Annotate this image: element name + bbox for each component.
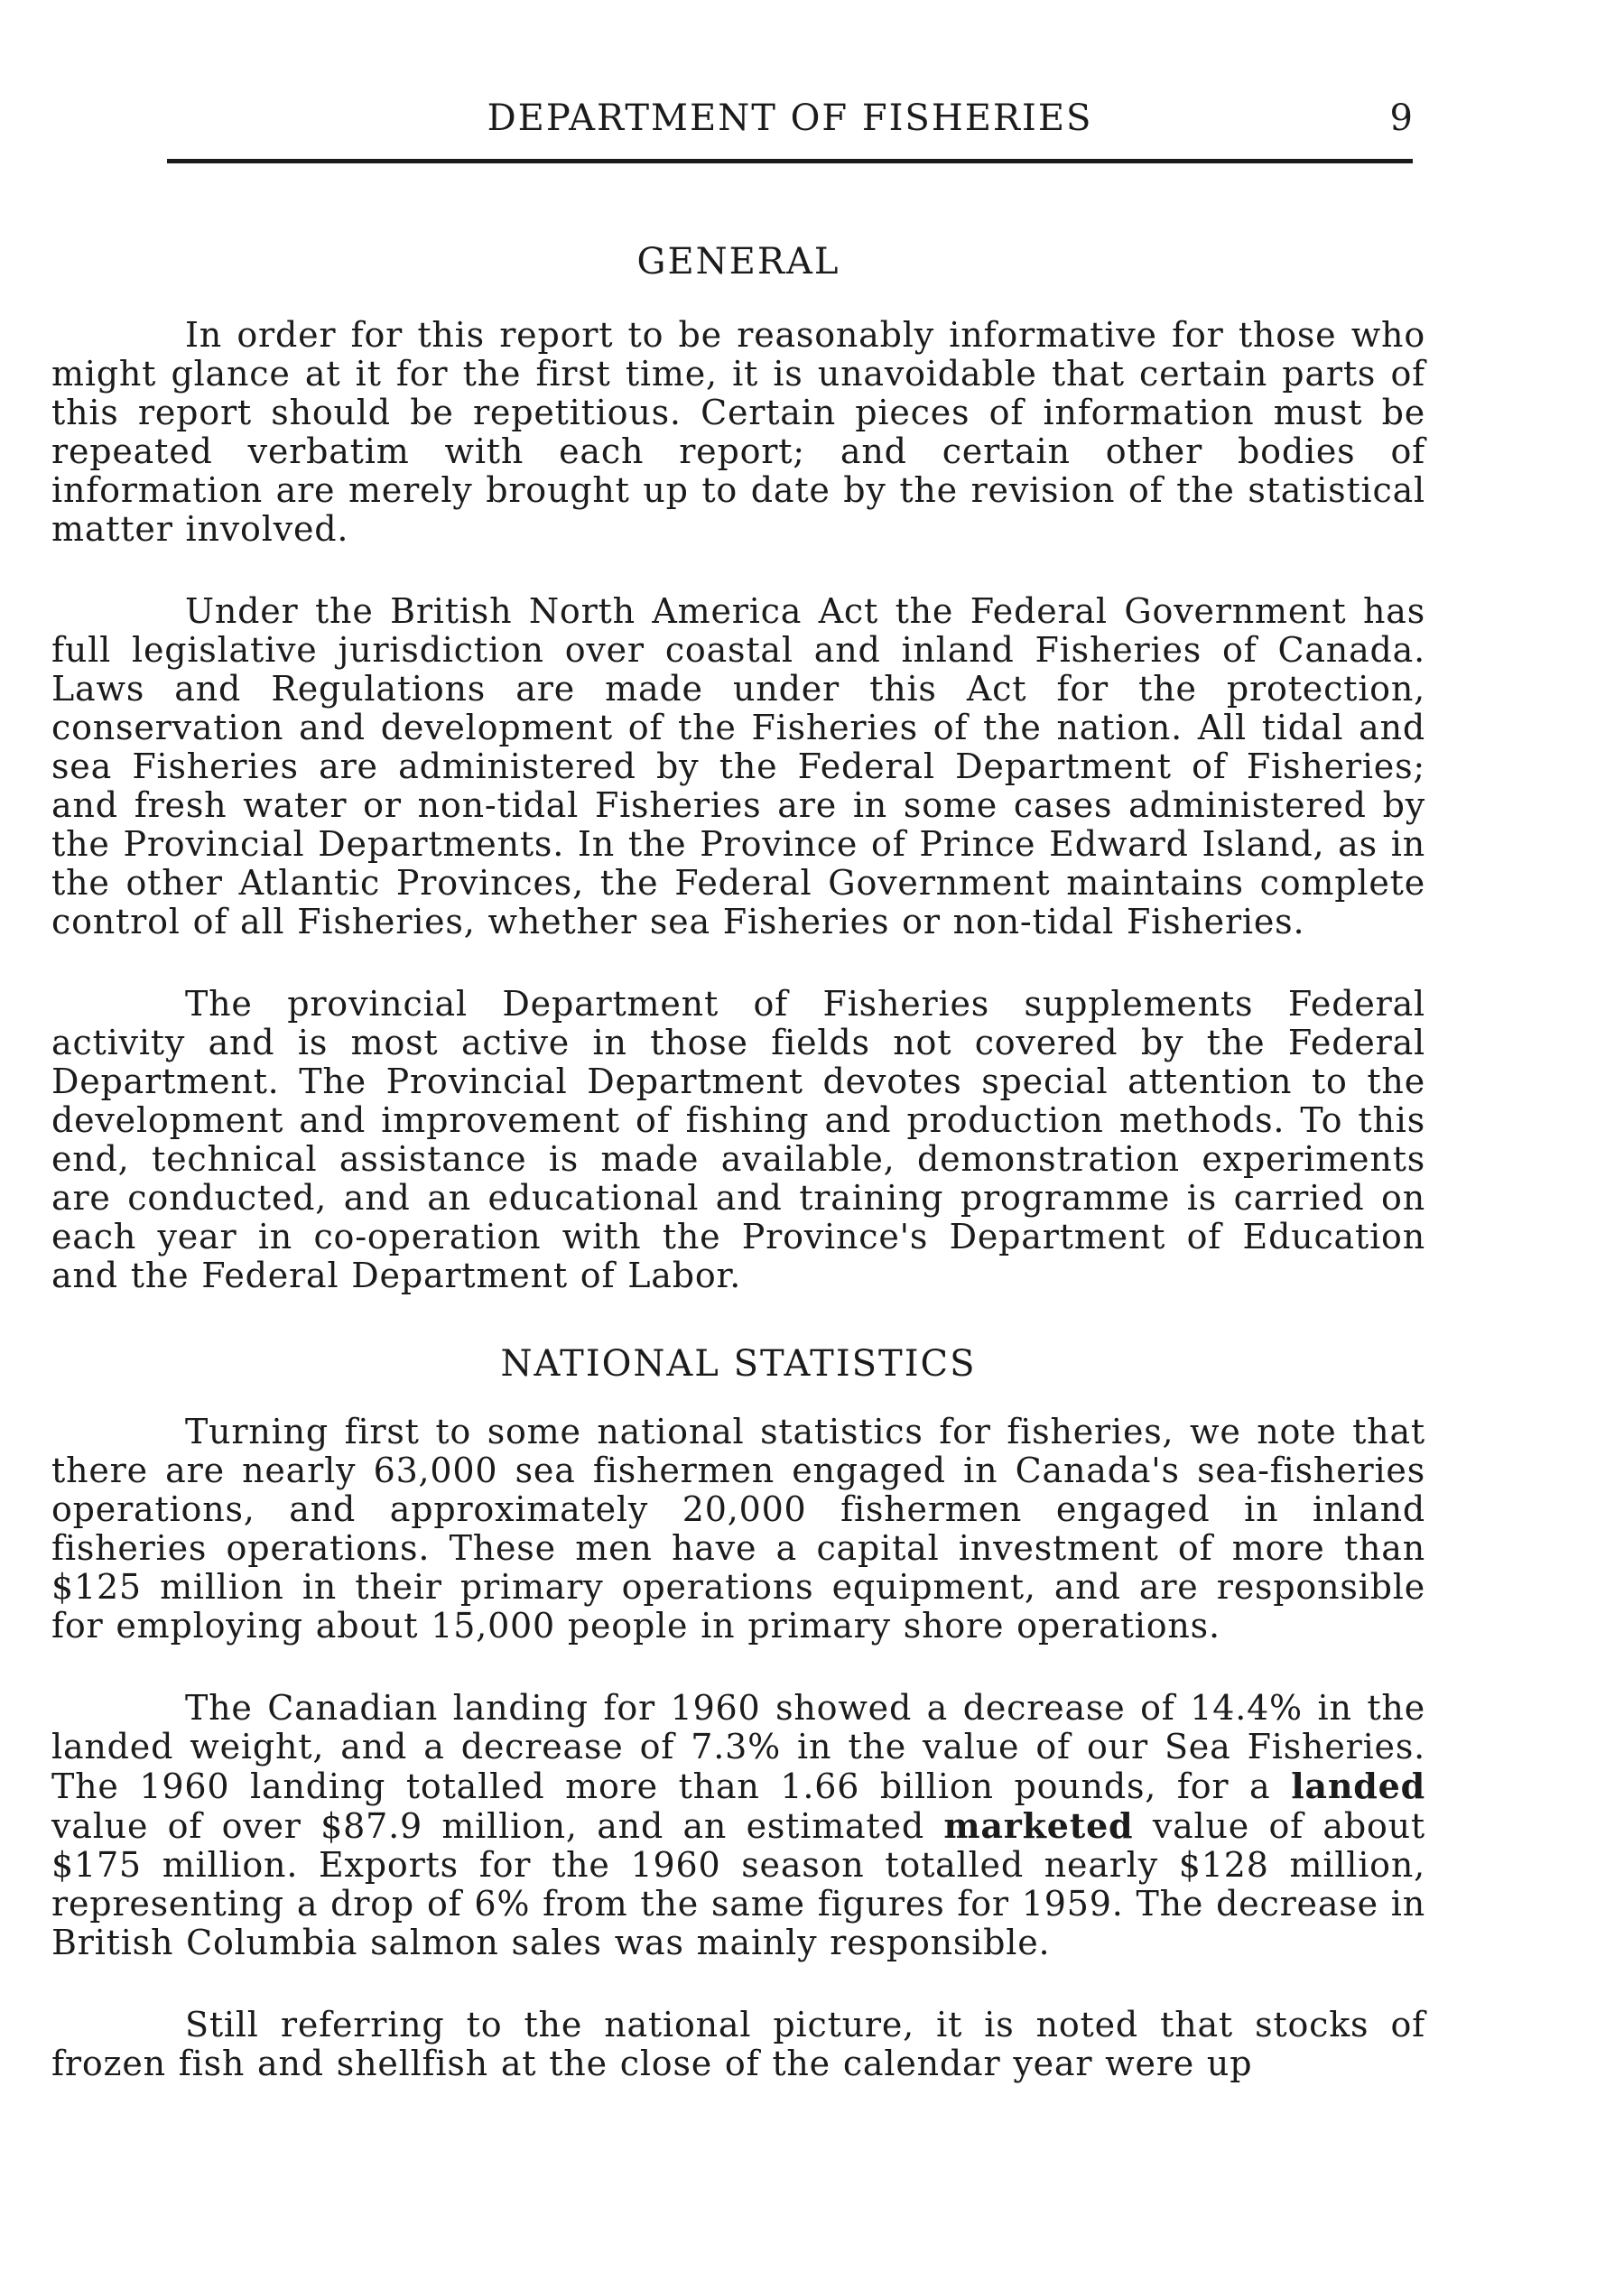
- paragraph: Still referring to the national picture, it is noted that stocks of frozen fish and shellfish at the close of the calendar year were up: [51, 2005, 1425, 2083]
- text-run: value of over $87.9 million, and an estimated: [51, 1806, 944, 1846]
- paragraph: The provincial Department of Fisheries supplements Federal activity and is most active in those fields not covered by the Federal Department. The Provincial Department devotes special attention to the development and improvement of fishing and production methods. To this end, technical assistance is made available, demonstration experiments are conducted, and an educational and training programme is carried on each year in co-operation with the Province's Department of Education and the Federal Department of Labor.: [51, 984, 1425, 1295]
- paragraph: Under the British North America Act the Federal Government has full legislative jurisdiction over coastal and inland Fisheries of Canada. Laws and Regulations are made under this Act for the protection, conservation and development of the Fisheries of the nation. All tidal and sea Fisheries are administered by the Federal Department of Fisheries; and fresh water or non-tidal Fisheries are in some cases administered by the Provincial Departments. In the Province of Prince Edward Island, as in the other Atlantic Provinces, the Federal Government maintains complete control of all Fisheries, whether sea Fisheries or non-tidal Fisheries.: [51, 591, 1425, 941]
- bold-term-landed: landed: [1291, 1766, 1425, 1806]
- section-heading-general: GENERAL: [636, 241, 840, 283]
- paragraph: [51, 1689, 1425, 1962]
- page-body: [51, 236, 1425, 2083]
- section-heading-national-statistics: NATIONAL STATISTICS: [500, 1343, 977, 1385]
- running-title: DEPARTMENT OF FISHERIES: [487, 97, 1093, 139]
- bold-term-marketed: marketed: [943, 1805, 1134, 1846]
- page-number: 9: [1389, 97, 1413, 139]
- text-run: value of about $175 million. Exports for the 1960 season totalled nearly $128 million, representing a drop of 6% from the same figures for 1959. The decrease in British Columbia salmon sales was mainly responsible.: [51, 1806, 1425, 1962]
- paragraph: Turning first to some national statistics for fisheries, we note that there are nearly 63,000 sea fishermen engaged in Canada's sea-fisheries operations, and approximately 20,000 fishermen engaged in inland fisheries operations. These men have a capital investment of more than $125 million in their primary operations equipment, and are responsible for employing about 15,000 people in primary shore operations.: [51, 1412, 1425, 1646]
- paragraph: In order for this report to be reasonably informative for those who might glance at it for the first time, it is unavoidable that certain parts of this report should be repetitious. Certain pieces of information must be repeated verbatim with each report; and certain other bodies of information are merely brought up to date by the revision of the statistical matter involved.: [51, 315, 1425, 549]
- page-header: [167, 92, 1413, 144]
- text-run: The Canadian landing for 1960 showed a decrease of 14.4% in the landed weight, and a decrease of 7.3% in the value of our Sea Fisheries. The 1960 landing totalled more than 1.66 billion pounds, for a: [51, 1688, 1425, 1806]
- header-rule: [167, 159, 1413, 163]
